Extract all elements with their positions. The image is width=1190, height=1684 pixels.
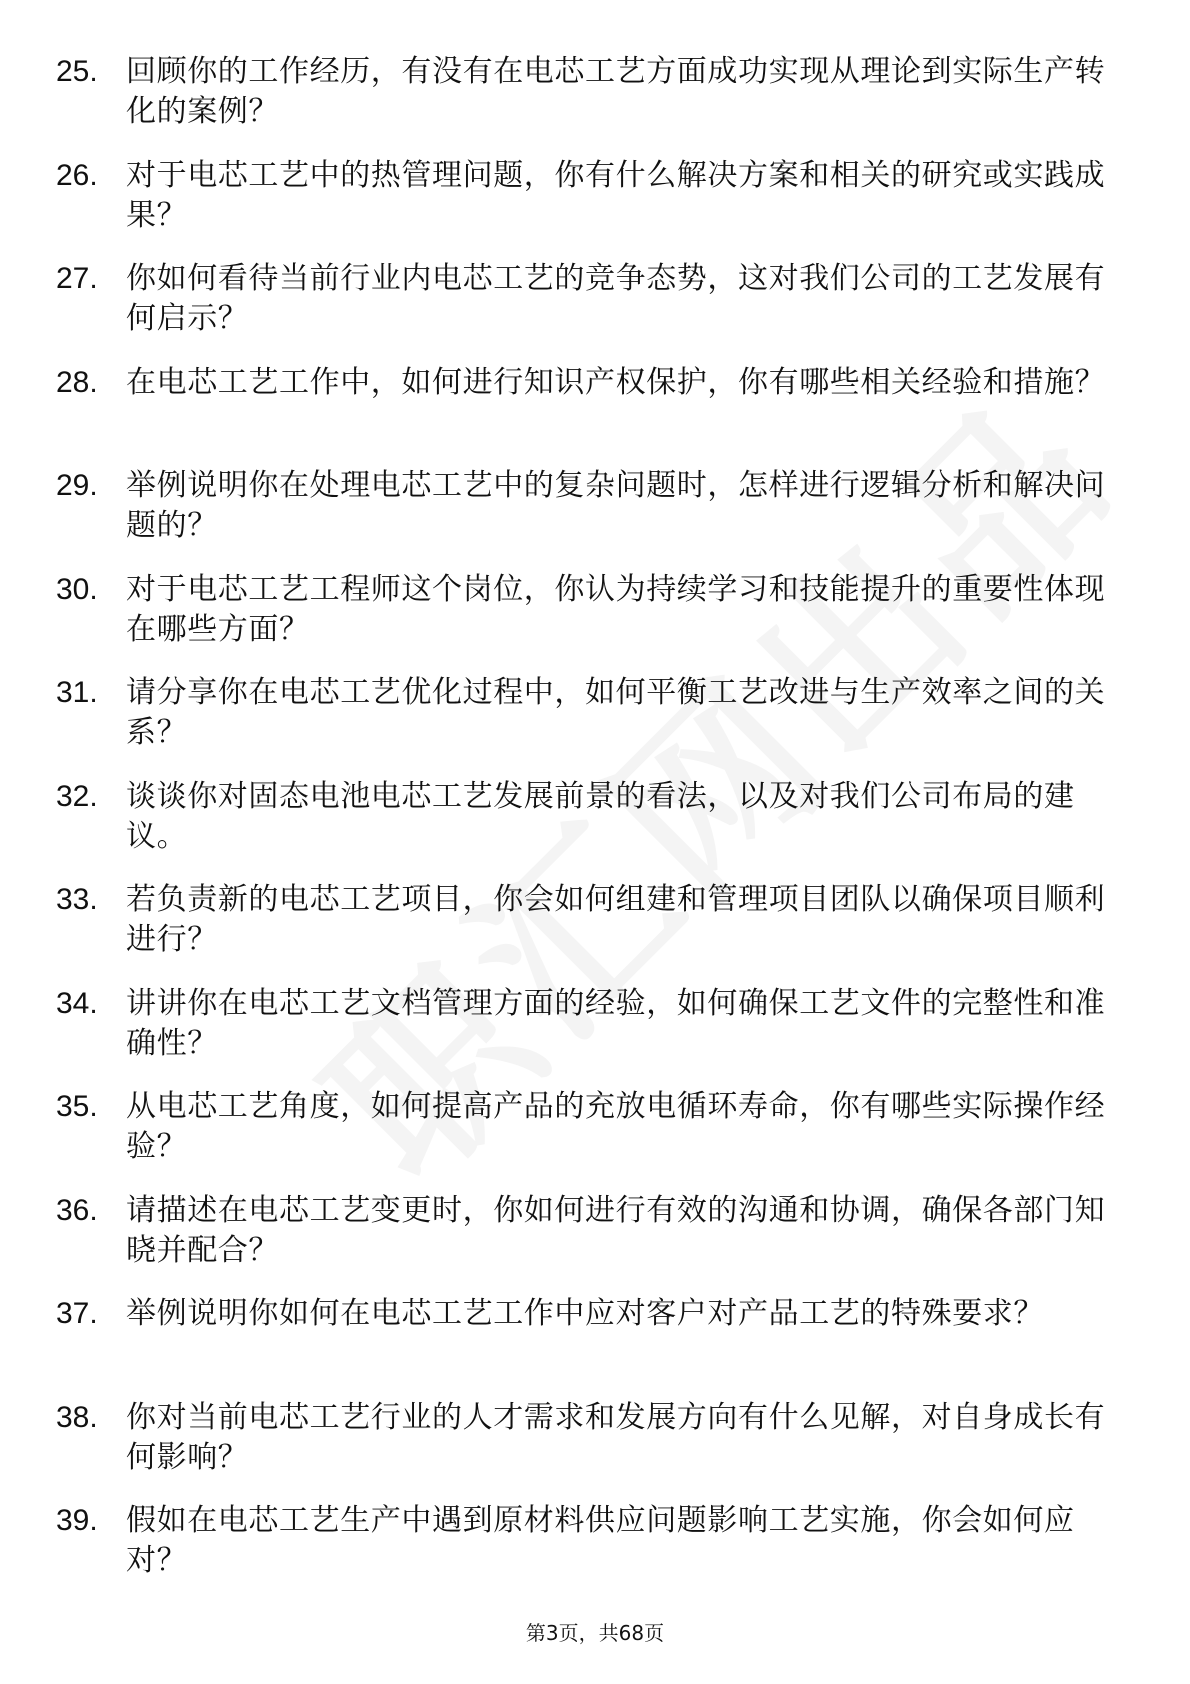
question-item: [56, 673, 1106, 777]
page-footer: [0, 1620, 1190, 1646]
question-item: [56, 1087, 1106, 1191]
question-item: [56, 52, 1106, 156]
question-number: 30.: [56, 572, 98, 606]
question-number: 29.: [56, 469, 98, 502]
question-text: 请描述在电芯工艺变更时，你如何进行有效的沟通和协调，确保各部门知晓并配合？: [126, 1192, 1106, 1268]
question-item: [56, 1398, 1106, 1502]
question-number: 27.: [56, 262, 98, 295]
question-number: 26.: [56, 158, 98, 192]
question-text: 举例说明你在处理电芯工艺中的复杂问题时，怎样进行逻辑分析和解决问题的？: [126, 468, 1106, 543]
question-text: 请分享你在电芯工艺优化过程中，如何平衡工艺改进与生产效率之间的关系？: [126, 675, 1106, 750]
question-item: [56, 1294, 1106, 1398]
question-text: 你对当前电芯工艺行业的人才需求和发展方向有什么见解，对自身成长有何影响？: [126, 1399, 1106, 1475]
question-item: [56, 363, 1106, 467]
question-text: 你如何看待当前行业内电芯工艺的竞争态势，这对我们公司的工艺发展有何启示？: [126, 261, 1106, 336]
question-text: 谈谈你对固态电池电芯工艺发展前景的看法，以及对我们公司布局的建议。: [126, 778, 1075, 854]
page-number-label: 第3页，共68页: [525, 1621, 665, 1645]
question-item: [56, 570, 1106, 674]
question-text: 举例说明你如何在电芯工艺工作中应对客户对产品工艺的特殊要求？: [126, 1296, 1044, 1331]
question-text: 回顾你的工作经历，有没有在电芯工艺方面成功实现从理论到实际生产转化的案例？: [126, 54, 1106, 129]
question-item: [56, 259, 1106, 363]
question-number: 34.: [56, 986, 98, 1020]
question-text: 对于电芯工艺工程师这个岗位，你认为持续学习和技能提升的重要性体现在哪些方面？: [126, 571, 1106, 647]
question-number: 33.: [56, 883, 98, 916]
question-number: 28.: [56, 365, 98, 399]
question-number: 25.: [56, 55, 98, 88]
question-item: [56, 880, 1106, 984]
question-text: 假如在电芯工艺生产中遇到原材料供应问题影响工艺实施，你会如何应对？: [126, 1503, 1075, 1578]
question-text: 在电芯工艺工作中，如何进行知识产权保护，你有哪些相关经验和措施？: [126, 364, 1106, 400]
question-number: 31.: [56, 676, 98, 709]
question-number: 32.: [56, 779, 98, 813]
question-text: 若负责新的电芯工艺项目，你会如何组建和管理项目团队以确保项目顺利进行？: [126, 882, 1106, 957]
question-item: [56, 984, 1106, 1088]
question-number: 39.: [56, 1504, 98, 1537]
question-text: 对于电芯工艺中的热管理问题，你有什么解决方案和相关的研究或实践成果？: [126, 157, 1106, 233]
question-text: 从电芯工艺角度，如何提高产品的充放电循环寿命，你有哪些实际操作经验？: [126, 1089, 1106, 1164]
question-number: 35.: [56, 1090, 98, 1123]
question-item: [56, 156, 1106, 260]
question-number: 37.: [56, 1297, 98, 1330]
question-number: 38.: [56, 1400, 98, 1434]
question-number: 36.: [56, 1193, 98, 1227]
question-item: [56, 777, 1106, 881]
question-item: [56, 1191, 1106, 1295]
question-list: [56, 52, 1106, 1605]
question-item: [56, 1501, 1106, 1605]
question-item: [56, 466, 1106, 570]
question-text: 讲讲你在电芯工艺文档管理方面的经验，如何确保工艺文件的完整性和准确性？: [126, 985, 1106, 1061]
